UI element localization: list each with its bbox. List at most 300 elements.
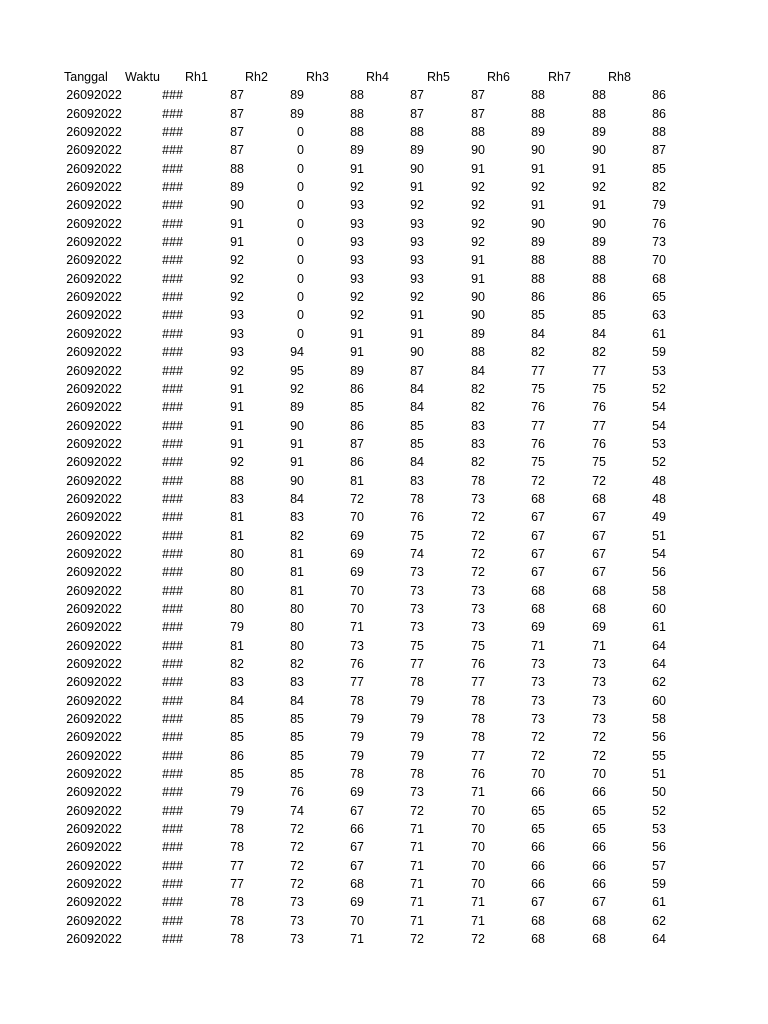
- cell-rh2: 89: [290, 106, 304, 121]
- table-row: [0, 141, 768, 159]
- table-row: [0, 490, 768, 508]
- table-row: [0, 637, 768, 655]
- cell-tanggal: 26092022: [66, 748, 122, 763]
- cell-rh4: 87: [410, 106, 424, 121]
- cell-rh3: 69: [350, 528, 364, 543]
- cell-tanggal: 26092022: [66, 913, 122, 928]
- cell-rh6: 68: [531, 601, 545, 616]
- cell-waktu: ###: [162, 767, 183, 782]
- cell-rh7: 85: [592, 308, 606, 323]
- cell-rh1: 81: [230, 638, 244, 653]
- cell-rh1: 93: [230, 326, 244, 341]
- cell-rh2: 82: [290, 657, 304, 671]
- cell-rh1: 78: [230, 913, 244, 928]
- cell-rh7: 66: [592, 785, 606, 800]
- cell-rh4: 78: [410, 675, 424, 690]
- cell-waktu: ###: [162, 143, 183, 158]
- cell-rh5: 71: [471, 913, 485, 928]
- cell-rh2: 0: [297, 180, 304, 195]
- cell-rh6: 88: [531, 253, 545, 268]
- cell-rh1: 81: [230, 528, 244, 543]
- cell-tanggal: 26092022: [66, 436, 122, 451]
- cell-rh2: 0: [297, 308, 304, 323]
- cell-tanggal: 26092022: [66, 601, 122, 616]
- cell-rh3: 66: [350, 822, 364, 837]
- cell-rh7: 73: [592, 675, 606, 690]
- cell-rh2: 90: [290, 473, 304, 488]
- cell-waktu: ###: [162, 216, 183, 231]
- cell-rh1: 85: [230, 712, 244, 727]
- cell-rh7: 66: [592, 877, 606, 892]
- cell-rh7: 71: [592, 638, 606, 653]
- cell-rh5: 78: [471, 712, 485, 727]
- cell-rh7: 68: [592, 491, 606, 506]
- cell-rh2: 81: [290, 546, 304, 561]
- cell-rh3: 79: [350, 730, 364, 745]
- cell-rh5: 70: [471, 803, 485, 818]
- cell-rh2: 0: [297, 271, 304, 286]
- cell-waktu: ###: [162, 326, 183, 341]
- cell-rh6: 88: [531, 106, 545, 121]
- cell-tanggal: 26092022: [66, 730, 122, 745]
- cell-rh3: 86: [350, 381, 364, 396]
- cell-rh8: 76: [652, 216, 666, 231]
- cell-rh1: 80: [230, 601, 244, 616]
- cell-rh2: 76: [290, 785, 304, 800]
- cell-rh4: 84: [410, 381, 424, 396]
- cell-rh3: 93: [350, 235, 364, 250]
- cell-waktu: ###: [162, 913, 183, 928]
- cell-tanggal: 26092022: [66, 473, 122, 488]
- cell-rh4: 90: [410, 161, 424, 176]
- cell-rh4: 71: [410, 913, 424, 928]
- cell-rh8: 60: [652, 693, 666, 708]
- cell-rh8: 52: [652, 381, 666, 396]
- cell-rh2: 95: [290, 363, 304, 378]
- cell-tanggal: 26092022: [66, 895, 122, 910]
- cell-rh5: 70: [471, 877, 485, 892]
- cell-rh8: 59: [652, 877, 666, 892]
- table-row: [0, 765, 768, 783]
- cell-tanggal: 26092022: [66, 932, 122, 947]
- cell-rh1: 92: [230, 290, 244, 305]
- cell-rh2: 74: [290, 803, 304, 818]
- cell-waktu: ###: [162, 290, 183, 305]
- cell-rh3: 78: [350, 693, 364, 708]
- cell-rh5: 71: [471, 895, 485, 910]
- cell-rh4: 85: [410, 418, 424, 433]
- cell-rh2: 80: [290, 601, 304, 616]
- cell-rh7: 73: [592, 712, 606, 727]
- table-row: [0, 618, 768, 636]
- cell-rh5: 73: [471, 601, 485, 616]
- header-rh6: Rh6: [487, 70, 510, 84]
- cell-rh8: 48: [652, 473, 666, 488]
- cell-waktu: ###: [162, 693, 183, 708]
- table-row: [0, 325, 768, 343]
- table-row: [0, 306, 768, 324]
- cell-rh8: 64: [652, 638, 666, 653]
- cell-rh6: 66: [531, 785, 545, 800]
- cell-rh8: 52: [652, 455, 666, 470]
- cell-rh8: 64: [652, 932, 666, 947]
- cell-rh3: 77: [350, 675, 364, 690]
- cell-rh6: 88: [531, 271, 545, 286]
- cell-rh3: 76: [350, 657, 364, 671]
- cell-rh8: 73: [652, 235, 666, 250]
- cell-tanggal: 26092022: [66, 455, 122, 470]
- cell-rh5: 72: [471, 565, 485, 580]
- cell-tanggal: 26092022: [66, 528, 122, 543]
- cell-rh1: 87: [230, 125, 244, 140]
- cell-rh1: 78: [230, 822, 244, 837]
- cell-rh6: 68: [531, 491, 545, 506]
- cell-rh4: 85: [410, 436, 424, 451]
- cell-rh4: 71: [410, 822, 424, 837]
- cell-rh6: 86: [531, 290, 545, 305]
- cell-rh4: 89: [410, 143, 424, 158]
- cell-rh3: 92: [350, 308, 364, 323]
- cell-rh3: 87: [350, 436, 364, 451]
- cell-tanggal: 26092022: [66, 840, 122, 855]
- cell-rh8: 51: [652, 528, 666, 543]
- cell-rh8: 85: [652, 161, 666, 176]
- cell-rh5: 72: [471, 546, 485, 561]
- table-row: [0, 472, 768, 490]
- cell-rh8: 59: [652, 345, 666, 360]
- cell-waktu: ###: [162, 400, 183, 415]
- cell-rh5: 91: [471, 271, 485, 286]
- cell-rh8: 65: [652, 290, 666, 305]
- table-row: [0, 527, 768, 545]
- cell-rh3: 70: [350, 913, 364, 928]
- table-row: [0, 747, 768, 765]
- cell-tanggal: 26092022: [66, 767, 122, 782]
- cell-rh7: 72: [592, 730, 606, 745]
- cell-rh5: 78: [471, 693, 485, 708]
- cell-rh2: 73: [290, 895, 304, 910]
- table-row: [0, 270, 768, 288]
- cell-waktu: ###: [162, 198, 183, 213]
- cell-rh3: 93: [350, 271, 364, 286]
- cell-rh4: 75: [410, 638, 424, 653]
- cell-rh8: 56: [652, 840, 666, 855]
- cell-rh6: 66: [531, 858, 545, 873]
- cell-rh4: 84: [410, 400, 424, 415]
- cell-waktu: ###: [162, 583, 183, 598]
- cell-rh6: 72: [531, 748, 545, 763]
- cell-rh8: 55: [652, 748, 666, 763]
- cell-rh2: 84: [290, 693, 304, 708]
- cell-rh3: 71: [350, 620, 364, 635]
- table-row: [0, 288, 768, 306]
- cell-rh4: 84: [410, 455, 424, 470]
- table-row: [0, 710, 768, 728]
- cell-rh5: 88: [471, 125, 485, 140]
- cell-waktu: ###: [162, 803, 183, 818]
- cell-rh4: 92: [410, 198, 424, 213]
- cell-rh1: 87: [230, 106, 244, 121]
- cell-rh8: 88: [652, 125, 666, 140]
- cell-rh4: 71: [410, 858, 424, 873]
- cell-rh1: 77: [230, 858, 244, 873]
- cell-rh5: 92: [471, 216, 485, 231]
- cell-waktu: ###: [162, 253, 183, 268]
- cell-tanggal: 26092022: [66, 657, 122, 671]
- table-row: [0, 875, 768, 893]
- cell-rh6: 71: [531, 638, 545, 653]
- cell-rh7: 88: [592, 271, 606, 286]
- cell-waktu: ###: [162, 308, 183, 323]
- cell-rh7: 66: [592, 858, 606, 873]
- cell-tanggal: 26092022: [66, 583, 122, 598]
- cell-rh6: 91: [531, 198, 545, 213]
- cell-rh1: 92: [230, 455, 244, 470]
- table-row: [0, 508, 768, 526]
- cell-rh4: 73: [410, 583, 424, 598]
- cell-rh5: 70: [471, 822, 485, 837]
- cell-rh2: 91: [290, 455, 304, 470]
- cell-rh1: 91: [230, 381, 244, 396]
- cell-tanggal: 26092022: [66, 565, 122, 580]
- cell-rh5: 76: [471, 657, 485, 671]
- cell-rh8: 51: [652, 767, 666, 782]
- cell-tanggal: 26092022: [66, 418, 122, 433]
- cell-rh3: 86: [350, 455, 364, 470]
- cell-rh7: 67: [592, 528, 606, 543]
- cell-rh6: 84: [531, 326, 545, 341]
- cell-rh6: 66: [531, 877, 545, 892]
- cell-rh3: 79: [350, 748, 364, 763]
- cell-rh1: 85: [230, 730, 244, 745]
- cell-rh2: 80: [290, 638, 304, 653]
- cell-tanggal: 26092022: [66, 510, 122, 525]
- cell-rh4: 92: [410, 290, 424, 305]
- cell-rh4: 76: [410, 510, 424, 525]
- cell-rh1: 78: [230, 895, 244, 910]
- cell-rh5: 82: [471, 455, 485, 470]
- cell-waktu: ###: [162, 748, 183, 763]
- cell-rh7: 77: [592, 363, 606, 378]
- cell-rh3: 70: [350, 510, 364, 525]
- cell-rh4: 71: [410, 895, 424, 910]
- cell-rh3: 92: [350, 290, 364, 305]
- cell-rh4: 93: [410, 216, 424, 231]
- cell-rh1: 88: [230, 161, 244, 176]
- cell-rh6: 92: [531, 180, 545, 195]
- cell-rh6: 65: [531, 803, 545, 818]
- cell-rh3: 85: [350, 400, 364, 415]
- cell-rh3: 88: [350, 106, 364, 121]
- cell-rh3: 69: [350, 895, 364, 910]
- cell-rh2: 90: [290, 418, 304, 433]
- cell-rh5: 70: [471, 840, 485, 855]
- cell-waktu: ###: [162, 363, 183, 378]
- cell-rh1: 77: [230, 877, 244, 892]
- cell-rh6: 88: [531, 88, 545, 103]
- cell-rh8: 61: [652, 620, 666, 635]
- cell-rh3: 70: [350, 583, 364, 598]
- cell-rh2: 85: [290, 712, 304, 727]
- cell-rh5: 71: [471, 785, 485, 800]
- cell-rh7: 89: [592, 125, 606, 140]
- cell-rh6: 67: [531, 510, 545, 525]
- table-row: [0, 545, 768, 563]
- cell-tanggal: 26092022: [66, 638, 122, 653]
- cell-rh2: 83: [290, 510, 304, 525]
- table-row: [0, 251, 768, 269]
- cell-tanggal: 26092022: [66, 345, 122, 360]
- cell-rh5: 76: [471, 767, 485, 782]
- cell-rh2: 0: [297, 216, 304, 231]
- cell-rh7: 76: [592, 436, 606, 451]
- cell-rh5: 73: [471, 583, 485, 598]
- cell-rh4: 78: [410, 491, 424, 506]
- cell-rh6: 90: [531, 216, 545, 231]
- cell-rh7: 72: [592, 473, 606, 488]
- cell-tanggal: 26092022: [66, 822, 122, 837]
- cell-rh3: 86: [350, 418, 364, 433]
- cell-rh2: 0: [297, 290, 304, 305]
- cell-rh7: 65: [592, 803, 606, 818]
- header-row: [0, 68, 768, 86]
- cell-rh1: 90: [230, 198, 244, 213]
- cell-waktu: ###: [162, 730, 183, 745]
- header-waktu: Waktu: [125, 70, 160, 84]
- cell-rh5: 75: [471, 638, 485, 653]
- table-row: [0, 86, 768, 104]
- cell-rh5: 92: [471, 235, 485, 250]
- table-row: [0, 930, 768, 948]
- cell-tanggal: 26092022: [66, 161, 122, 176]
- cell-rh2: 81: [290, 565, 304, 580]
- cell-rh1: 91: [230, 418, 244, 433]
- cell-rh2: 0: [297, 125, 304, 140]
- table-row: [0, 802, 768, 820]
- cell-rh3: 88: [350, 125, 364, 140]
- cell-rh5: 70: [471, 858, 485, 873]
- cell-tanggal: 26092022: [66, 180, 122, 195]
- cell-rh2: 72: [290, 858, 304, 873]
- cell-rh6: 82: [531, 345, 545, 360]
- cell-rh2: 84: [290, 491, 304, 506]
- cell-rh3: 69: [350, 565, 364, 580]
- cell-rh1: 79: [230, 785, 244, 800]
- table-row: [0, 692, 768, 710]
- cell-rh6: 67: [531, 895, 545, 910]
- cell-rh4: 87: [410, 88, 424, 103]
- cell-rh8: 61: [652, 895, 666, 910]
- cell-rh6: 89: [531, 235, 545, 250]
- cell-rh4: 91: [410, 308, 424, 323]
- cell-rh1: 91: [230, 436, 244, 451]
- cell-rh5: 77: [471, 748, 485, 763]
- cell-tanggal: 26092022: [66, 290, 122, 305]
- cell-rh1: 91: [230, 216, 244, 231]
- cell-waktu: ###: [162, 125, 183, 140]
- cell-rh2: 80: [290, 620, 304, 635]
- cell-rh4: 93: [410, 235, 424, 250]
- cell-rh5: 90: [471, 143, 485, 158]
- cell-rh6: 75: [531, 455, 545, 470]
- header-rh4: Rh4: [366, 70, 389, 84]
- cell-rh5: 92: [471, 180, 485, 195]
- cell-rh3: 72: [350, 491, 364, 506]
- cell-rh1: 80: [230, 583, 244, 598]
- cell-rh4: 74: [410, 546, 424, 561]
- cell-rh6: 90: [531, 143, 545, 158]
- cell-tanggal: 26092022: [66, 106, 122, 121]
- cell-rh2: 89: [290, 400, 304, 415]
- cell-rh4: 75: [410, 528, 424, 543]
- cell-rh3: 92: [350, 180, 364, 195]
- data-sheet: [0, 68, 768, 949]
- cell-rh4: 90: [410, 345, 424, 360]
- cell-tanggal: 26092022: [66, 125, 122, 140]
- cell-rh6: 68: [531, 913, 545, 928]
- cell-rh5: 72: [471, 510, 485, 525]
- cell-waktu: ###: [162, 510, 183, 525]
- cell-waktu: ###: [162, 180, 183, 195]
- cell-rh7: 84: [592, 326, 606, 341]
- cell-rh2: 81: [290, 583, 304, 598]
- cell-tanggal: 26092022: [66, 803, 122, 818]
- cell-rh1: 92: [230, 253, 244, 268]
- table-row: [0, 600, 768, 618]
- cell-rh3: 89: [350, 143, 364, 158]
- header-rh5: Rh5: [427, 70, 450, 84]
- header-rh3: Rh3: [306, 70, 329, 84]
- cell-rh8: 79: [652, 198, 666, 213]
- table-row: [0, 673, 768, 691]
- cell-waktu: ###: [162, 345, 183, 360]
- cell-rh5: 78: [471, 730, 485, 745]
- table-row: [0, 196, 768, 214]
- cell-rh7: 73: [592, 657, 606, 671]
- cell-waktu: ###: [162, 895, 183, 910]
- table-row: [0, 912, 768, 930]
- cell-tanggal: 26092022: [66, 785, 122, 800]
- cell-rh6: 68: [531, 932, 545, 947]
- cell-rh1: 89: [230, 180, 244, 195]
- cell-rh2: 72: [290, 840, 304, 855]
- cell-rh1: 80: [230, 565, 244, 580]
- cell-rh8: 87: [652, 143, 666, 158]
- cell-rh2: 0: [297, 235, 304, 250]
- cell-rh2: 91: [290, 436, 304, 451]
- cell-tanggal: 26092022: [66, 271, 122, 286]
- cell-waktu: ###: [162, 932, 183, 947]
- cell-tanggal: 26092022: [66, 381, 122, 396]
- cell-waktu: ###: [162, 161, 183, 176]
- cell-rh3: 67: [350, 803, 364, 818]
- cell-rh4: 91: [410, 326, 424, 341]
- table-row: [0, 582, 768, 600]
- cell-rh8: 62: [652, 675, 666, 690]
- cell-rh7: 91: [592, 161, 606, 176]
- cell-waktu: ###: [162, 840, 183, 855]
- cell-rh8: 54: [652, 546, 666, 561]
- cell-rh8: 68: [652, 271, 666, 286]
- cell-rh4: 73: [410, 620, 424, 635]
- cell-rh4: 79: [410, 748, 424, 763]
- cell-rh6: 76: [531, 400, 545, 415]
- cell-rh7: 67: [592, 546, 606, 561]
- cell-rh6: 67: [531, 528, 545, 543]
- table-row: [0, 343, 768, 361]
- table-row: [0, 233, 768, 251]
- cell-rh5: 73: [471, 491, 485, 506]
